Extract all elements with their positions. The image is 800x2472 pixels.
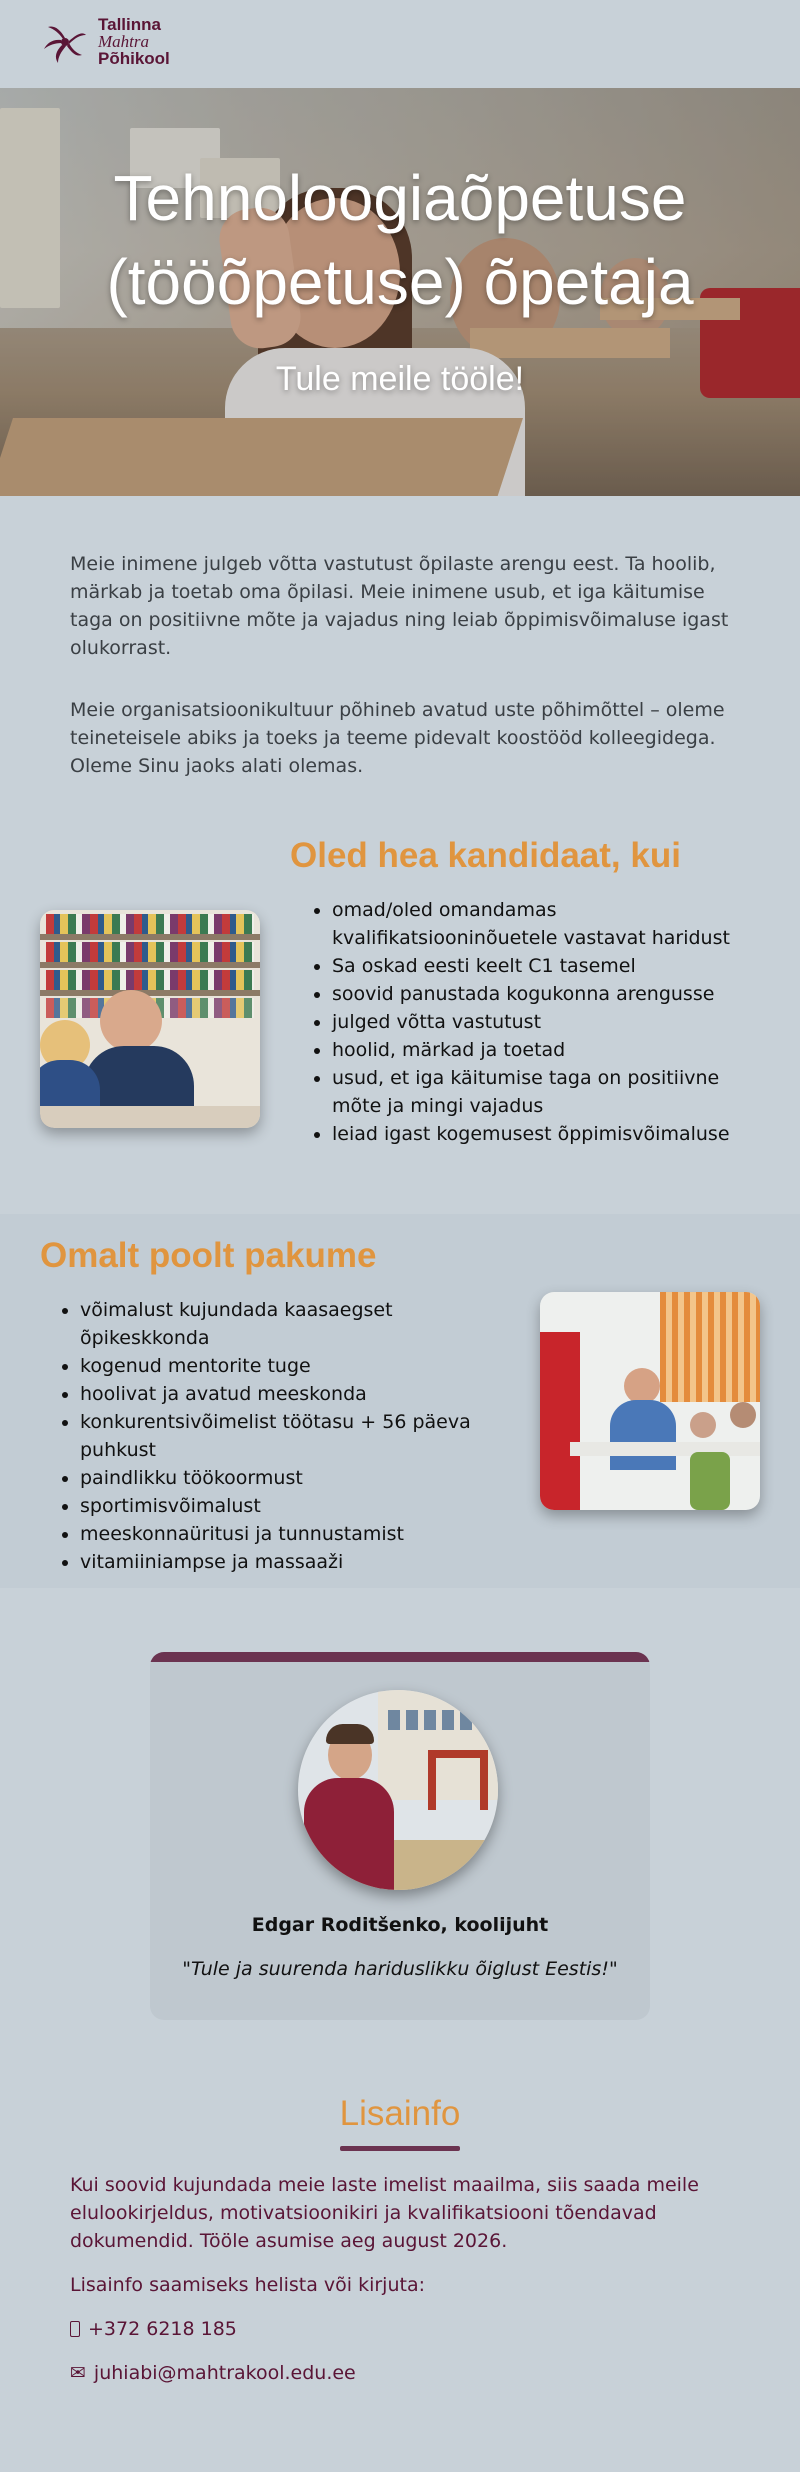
building-windows [388,1710,488,1730]
red-chair [540,1332,580,1510]
hero-title [0,156,800,324]
bookshelf-row [46,942,254,962]
candidate-title: Oled hea kandidaat, kui [290,836,681,875]
list-item: • omad/oled omandamas kvalifikatsiooninõuetele vastavat haridust [332,896,770,952]
principal-avatar [298,1690,498,1890]
list-item: • soovid panustada kogukonna arengusse [332,980,770,1008]
info-section [0,2094,800,2403]
table [570,1442,760,1456]
list-item: • hoolid, märkad ja toetad [332,1036,770,1064]
list-item: • paindlikku töökoormust [80,1464,518,1492]
list-item: • konkurentsivõimelist töötasu + 56 päeva puhkust [80,1408,518,1464]
bookshelf-row [46,914,254,934]
site-header [0,0,800,88]
shelf [40,962,260,968]
principal-name: Edgar Roditšenko, koolijuht [251,1914,549,1936]
list-item: • usud, et iga käitumise taga on positiivne mõte ja mingi vajadus [332,1064,770,1120]
hero-title-line-1: Tehnoloogiaõpetuse [113,162,687,234]
person-head [624,1368,660,1404]
table [40,1106,260,1128]
hero-subtitle: Tule meile tööle! [275,360,525,398]
logo-mark-icon [40,17,90,67]
hero-title-line-2: (tööõpetuse) õpetaja [106,246,694,318]
principal-quote-card [150,1652,650,2020]
list-item: • leiad igast kogemusest õppimisvõimaluse [332,1120,770,1148]
list-item: • vitamiiniampse ja massaaži [80,1548,518,1576]
shelf [40,934,260,940]
envelope-icon: ✉ [70,2362,86,2384]
principal-hair [326,1724,374,1744]
principal-quote: "Tule ja suurenda hariduslikku õiglust Eestis!" [182,1958,618,1980]
school-logo[interactable] [40,16,170,67]
intro-section [0,496,800,780]
pergola [428,1750,488,1810]
list-item: • julged võtta vastutust [332,1008,770,1036]
info-body [0,2151,800,2387]
intro-paragraph-2: Meie organisatsioonikultuur põhineb avatud uste põhimõttel – oleme teineteisele abiks ja toeks ja teeme pidevalt koostööd kolleegidega. Oleme Sinu jaoks alati olemas. [70,699,725,777]
offer-list [58,1296,518,1576]
list-item: • Sa oskad eesti keelt C1 tasemel [332,952,770,980]
window-blinds [660,1292,760,1402]
bookshelf-row [46,970,254,990]
card-accent-bar [150,1652,650,1662]
info-paragraph: Kui soovid kujundada meie laste imelist maailma, siis saada meile elulookirjeldus, motivatsioonikiri ja kvalifikatsiooni tõendavad dokumendid. Tööle asumise aeg august 2026. [70,2174,699,2252]
hero-banner [0,88,800,496]
list-item: • hoolivat ja avatud meeskonda [80,1380,518,1408]
email-address[interactable]: juhiabi@mahtrakool.edu.ee [93,2362,356,2384]
info-title: Lisainfo [339,2094,461,2133]
email-line[interactable] [70,2359,730,2387]
phone-line[interactable] [70,2315,730,2343]
person-head [730,1402,756,1428]
logo-line-3: Põhikool [98,49,170,68]
teacher-head [100,990,162,1052]
phone-icon [70,2321,80,2337]
person-head [690,1412,716,1438]
principal-sweater [304,1778,394,1890]
shelf [40,990,260,996]
contact-intro: Lisainfo saamiseks helista või kirjuta: [70,2274,425,2296]
list-item: • meeskonnaüritusi ja tunnustamist [80,1520,518,1548]
phone-number[interactable]: +372 6218 185 [88,2318,237,2340]
logo-wordmark [98,16,170,67]
list-item: • sportimisvõimalust [80,1492,518,1520]
candidate-list [310,896,770,1148]
intro-paragraph-1: Meie inimene julgeb võtta vastutust õpilaste arengu eest. Ta hoolib, märkab ja toetab oma õpilasi. Meie inimene usub, et iga käitumise taga on positiivne mõte ja vajadus ning leiab õppimisvõimaluse igast olukorrast. [70,553,729,659]
candidate-section [0,814,800,1214]
person-body [610,1400,676,1470]
logo-line-2: Mahtra [98,32,149,51]
list-item: • võimalust kujundada kaasaegset õpikeskkonda [80,1296,518,1352]
staff-room-photo [540,1292,760,1510]
logo-line-1: Tallinna [98,15,161,34]
list-item: • kogenud mentorite tuge [80,1352,518,1380]
green-chair [690,1452,730,1510]
offer-section [0,1214,800,1588]
library-photo [40,910,260,1128]
offer-title: Omalt poolt pakume [40,1236,377,1275]
